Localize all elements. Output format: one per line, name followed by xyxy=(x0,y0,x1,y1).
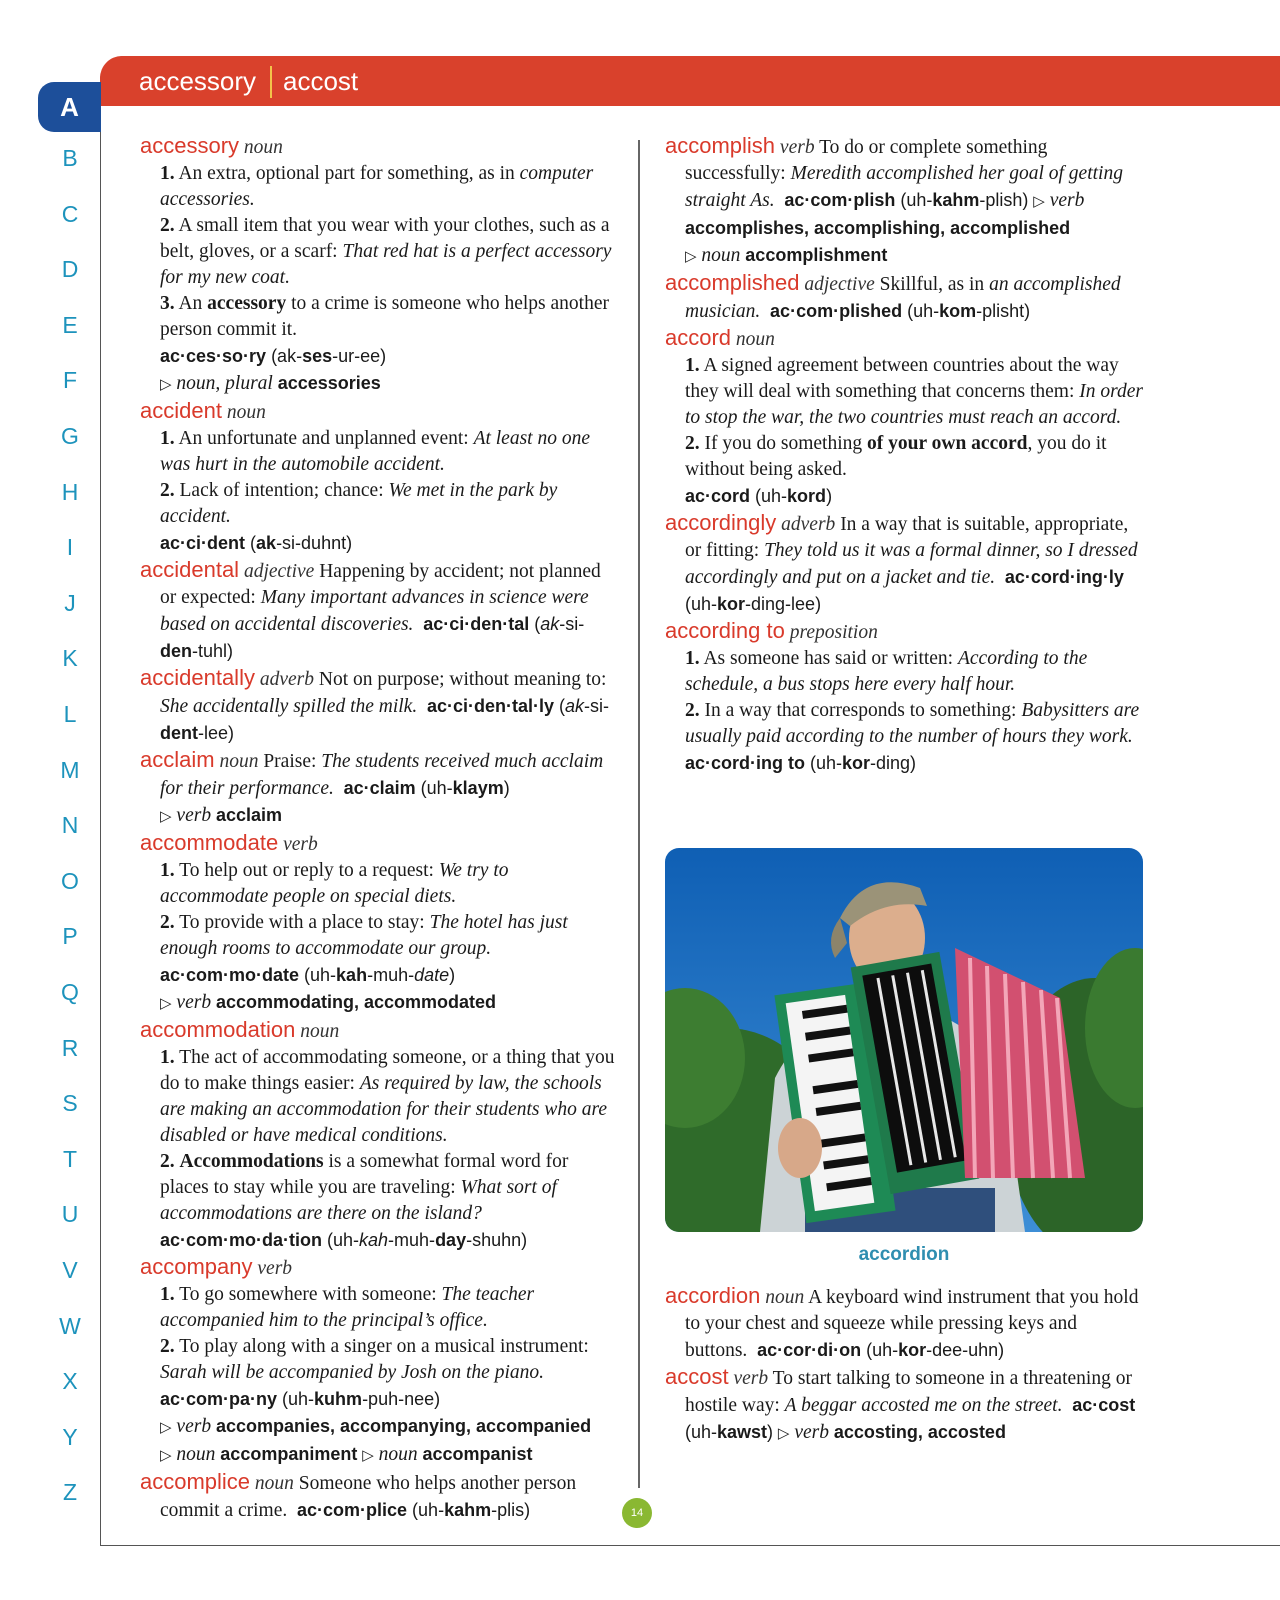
letter-tab-t[interactable]: T xyxy=(62,1145,78,1172)
inflection-label: verb xyxy=(176,992,212,1013)
pronunciation-part: -muh- xyxy=(388,1230,436,1250)
part-of-speech: preposition xyxy=(789,622,878,643)
pronunciation-part: -muh- xyxy=(367,965,415,985)
pronunciation-part: dent xyxy=(160,723,198,743)
pronunciation-part: kahm xyxy=(932,190,980,210)
definition: To provide with a place to stay: xyxy=(179,912,430,933)
pronunciation-part: -puh-nee) xyxy=(362,1389,441,1409)
sense-number: 1. xyxy=(160,860,175,881)
syllabification: ac·com·plished xyxy=(770,301,903,321)
definition: If you do something xyxy=(704,433,867,454)
letter-tab-j[interactable]: J xyxy=(64,589,76,616)
definition: is a somewhat formal word for places to stay while you are traveling: xyxy=(160,1151,569,1198)
pronunciation-part: -ur-ee) xyxy=(332,346,387,366)
pronunciation-part: (uh- xyxy=(299,965,337,985)
pronunciation-part: kord xyxy=(787,486,827,506)
pronunciation-part: kah xyxy=(336,965,368,985)
letter-tab-i[interactable]: I xyxy=(66,534,74,561)
syllabification: ac·cor·di·on xyxy=(757,1340,862,1360)
syllabification: ac·ci·dent xyxy=(160,533,246,553)
pronunciation xyxy=(902,301,1030,321)
pronunciation-part: (uh- xyxy=(861,1340,899,1360)
letter-tab-k[interactable]: K xyxy=(62,645,78,672)
headword: accomplished xyxy=(665,270,800,295)
triangle-icon: ▷ xyxy=(362,1448,374,1464)
definition: A signed agreement between countries about the way they will deal with something that concerns them: xyxy=(685,355,1119,402)
sense-number: 2. xyxy=(160,480,175,501)
header-bar xyxy=(100,56,1280,106)
pronunciation-part: ses xyxy=(302,346,333,366)
entry-accompany xyxy=(140,1254,620,1469)
syllabification: ac·ci·den·tal·ly xyxy=(426,696,554,716)
entry-accidentally xyxy=(140,665,620,747)
definition: To do or complete something successfully: xyxy=(685,137,1048,184)
definition: To start talking to someone in a threatening or hostile way: xyxy=(685,1368,1132,1416)
pronunciation-part: (uh- xyxy=(902,301,940,321)
left-column xyxy=(140,133,620,1524)
accordion-photo xyxy=(665,848,1143,1232)
inflection-label: verb xyxy=(176,805,212,826)
pronunciation-part: klaym xyxy=(452,778,504,798)
pronunciation-part: -shuhn) xyxy=(466,1230,528,1250)
letter-tab-m[interactable]: M xyxy=(60,756,80,783)
sense-number: 3. xyxy=(160,293,175,314)
part-of-speech: noun xyxy=(226,402,266,423)
inflection-form: accommodating, accommodated xyxy=(215,992,497,1012)
pronunciation-part: kahm xyxy=(444,1500,492,1520)
part-of-speech: verb xyxy=(779,137,815,158)
entry-accommodation xyxy=(140,1017,620,1254)
definition: An extra, optional part for something, as in xyxy=(178,163,520,184)
part-of-speech: verb xyxy=(257,1258,293,1279)
pronunciation-part: -plis) xyxy=(491,1500,531,1520)
example: As required by law, the schools are making an accommodation for their students who are disabled or have medical conditions. xyxy=(160,1073,608,1146)
entry-accessory xyxy=(140,133,620,398)
example: They told us it was a formal dinner, so I dressed accordingly and put on a jacket and tie. xyxy=(685,540,1138,588)
inflection-form: accompanist xyxy=(422,1444,533,1464)
letter-tab-f[interactable]: F xyxy=(62,367,78,394)
pronunciation xyxy=(277,1389,440,1409)
triangle-icon: ▷ xyxy=(685,249,697,265)
right-column-lower xyxy=(665,1283,1145,1447)
example: We try to accommodate people on special diets. xyxy=(160,860,509,907)
pronunciation-part: -si- xyxy=(584,696,610,716)
definition: The act of accommodating someone, or a thing that you do to make things easier: xyxy=(160,1047,615,1094)
syllabification: ac·com·mo·date xyxy=(160,965,300,985)
triangle-icon: ▷ xyxy=(160,996,172,1012)
pronunciation-part: (uh- xyxy=(895,190,933,210)
syllabification: ac·cost xyxy=(1072,1395,1136,1415)
letter-tab-u[interactable]: U xyxy=(61,1201,79,1228)
headword: accidentally xyxy=(140,665,255,690)
example: Babysitters are usually paid according to the number of hours they work. xyxy=(685,700,1140,747)
pronunciation-part: den xyxy=(160,641,193,661)
pronunciation-part: kor xyxy=(842,753,871,773)
part-of-speech: adjective xyxy=(243,561,315,582)
pronunciation-part: date xyxy=(414,965,450,985)
pronunciation-part: kor xyxy=(898,1340,927,1360)
entry-accost xyxy=(665,1364,1145,1447)
pronunciation xyxy=(407,1500,530,1520)
part-of-speech: verb xyxy=(283,834,318,855)
letter-tab-d[interactable]: D xyxy=(61,256,79,283)
inflection-label: noun xyxy=(701,245,741,266)
definition: To go somewhere with someone: xyxy=(179,1284,442,1305)
pronunciation-part: ak xyxy=(540,614,560,634)
entry-acclaim xyxy=(140,747,620,830)
headword: accompany xyxy=(140,1254,253,1279)
definition: to a crime is someone who helps another person commit it. xyxy=(160,293,609,340)
pronunciation-part: -si-duhnt) xyxy=(276,533,353,553)
example: The students received much acclaim for their performance. xyxy=(160,751,604,799)
example: That red hat is a perfect accessory for my new coat. xyxy=(160,241,612,288)
pronunciation-part: kuhm xyxy=(314,1389,363,1409)
sense-number: 1. xyxy=(160,428,175,449)
pronunciation-part: ak xyxy=(565,696,585,716)
pronunciation-part: kah xyxy=(359,1230,389,1250)
syllabification: ac·cord xyxy=(685,486,751,506)
inflection-form: accosting, accosted xyxy=(833,1422,1006,1442)
sense-number: 1. xyxy=(160,1047,175,1068)
figure-caption: accordion xyxy=(858,1244,950,1265)
headword: accident xyxy=(140,398,222,423)
letter-tab-n[interactable]: N xyxy=(61,812,79,839)
sense-number: 1. xyxy=(160,163,175,184)
entry-accordingly xyxy=(665,510,1145,618)
example: At least no one was hurt in the automobile accident. xyxy=(160,428,591,475)
sense-number: 2. xyxy=(685,433,700,454)
triangle-icon: ▷ xyxy=(160,1420,172,1436)
definition: A small item that you wear with your clothes, such as a belt, gloves, or a scarf: xyxy=(160,215,610,262)
headword: accomplice xyxy=(140,1469,251,1494)
guide-word-separator xyxy=(270,66,272,98)
definition: Skillful, as in xyxy=(879,274,990,295)
pronunciation xyxy=(299,965,455,985)
definition: An unfortunate and unplanned event: xyxy=(178,428,474,449)
example: Meredith accomplished her goal of getting straight As. xyxy=(685,163,1123,211)
part-of-speech: noun xyxy=(300,1021,340,1042)
part-of-speech: verb xyxy=(733,1368,769,1389)
pronunciation-part: -tuhl) xyxy=(192,641,234,661)
sense-number: 1. xyxy=(685,648,700,669)
right-column xyxy=(665,133,1145,777)
pronunciation xyxy=(685,594,821,614)
pronunciation-part: -plish) xyxy=(979,190,1029,210)
definition: In a way that is suitable, appropriate, or fitting: xyxy=(685,514,1129,561)
syllabification: ac·ci·den·tal xyxy=(423,614,530,634)
inflection-form: accessories xyxy=(277,373,381,393)
letter-tab-o[interactable]: O xyxy=(61,867,79,894)
part-of-speech: adverb xyxy=(781,514,836,535)
definition: A keyboard wind instrument that you hold to your chest and squeeze while pressing keys and buttons. xyxy=(685,1287,1139,1361)
syllabification: ac·cord·ing to xyxy=(685,753,805,773)
headword: accommodation xyxy=(140,1017,296,1042)
inflection-form: accomplishes, accomplishing, accomplished xyxy=(685,218,1071,238)
definition: As someone has said or written: xyxy=(703,648,958,669)
entry-accomplish xyxy=(665,133,1145,270)
sense-number: 2. xyxy=(160,1336,175,1357)
pronunciation-part: (uh- xyxy=(407,1500,445,1520)
example: Sarah will be accompanied by Josh on the piano. xyxy=(160,1362,544,1383)
definition: Praise: xyxy=(263,751,322,772)
headword: accommodate xyxy=(140,830,279,855)
inflection-label: noun, plural xyxy=(176,373,273,394)
letter-tab-l[interactable]: L xyxy=(63,701,77,727)
headword: accidental xyxy=(140,557,240,582)
pronunciation-part: -lee) xyxy=(198,723,235,743)
inflection-label: verb xyxy=(794,1422,829,1443)
part-of-speech: noun xyxy=(765,1287,805,1308)
pronunciation-part: kom xyxy=(939,301,977,321)
pronunciation-part: (uh- xyxy=(415,778,453,798)
syllabification: ac·cord·ing·ly xyxy=(1004,567,1124,587)
letter-tab-y[interactable]: Y xyxy=(62,1423,78,1450)
pronunciation-part: (uh- xyxy=(685,594,718,614)
triangle-icon: ▷ xyxy=(777,1426,790,1442)
sense-number: 1. xyxy=(160,1284,175,1305)
definition: Not on purpose; without meaning to: xyxy=(318,669,607,690)
inflection-label: noun xyxy=(176,1444,216,1465)
definition: An xyxy=(178,293,208,314)
syllabification: ac·com·plice xyxy=(297,1500,408,1520)
pronunciation xyxy=(750,486,832,506)
example: Many important advances in science were based on accidental discoveries. xyxy=(160,587,589,635)
sense-number: 2. xyxy=(160,1151,175,1172)
pronunciation-part: ( xyxy=(245,533,257,553)
pronunciation-part: (uh- xyxy=(805,753,843,773)
pronunciation-part: -plisht) xyxy=(976,301,1031,321)
pronunciation-part: kawst xyxy=(717,1422,768,1442)
example: According to the schedule, a bus stops here every half hour. xyxy=(685,648,1088,695)
inflection-label: noun xyxy=(378,1444,418,1465)
inflection-label: verb xyxy=(176,1416,212,1437)
pronunciation xyxy=(805,753,916,773)
inflection-label: verb xyxy=(1049,190,1085,211)
definition: Happening by accident; not planned or expected: xyxy=(160,561,601,608)
pronunciation-part: ) xyxy=(767,1422,774,1442)
letter-tab-z[interactable]: Z xyxy=(62,1479,78,1506)
headword: accomplish xyxy=(665,133,776,158)
pronunciation-part: ) xyxy=(826,486,833,506)
pronunciation xyxy=(245,533,352,553)
pronunciation-part: (ak- xyxy=(266,346,303,366)
syllabification: ac·claim xyxy=(343,778,416,798)
bold-term: accessory xyxy=(207,293,287,314)
letter-tab-c[interactable]: C xyxy=(61,200,79,227)
headword: accost xyxy=(665,1364,729,1389)
pronunciation-part: (uh- xyxy=(277,1389,315,1409)
sense-number: 2. xyxy=(160,912,175,933)
entry-according-to xyxy=(665,618,1145,777)
letter-tab-w[interactable]: W xyxy=(59,1312,81,1339)
definition: Someone who helps another person commit a crime. xyxy=(160,1473,577,1521)
pronunciation-part: ) xyxy=(503,778,510,798)
letter-tab-r[interactable]: R xyxy=(61,1034,79,1061)
pronunciation-part: -dee-uhn) xyxy=(926,1340,1005,1360)
pronunciation-part: ak xyxy=(256,533,277,553)
headword: accessory xyxy=(140,133,240,158)
syllabification: ac·com·pa·ny xyxy=(160,1389,278,1409)
headword: acclaim xyxy=(140,747,215,772)
entry-accommodate xyxy=(140,830,620,1017)
pronunciation-part: -ding) xyxy=(870,753,917,773)
example: What sort of accommodations are there on the island? xyxy=(160,1177,557,1224)
inflection-form: accompaniment xyxy=(220,1444,358,1464)
entry-accomplice xyxy=(140,1469,620,1524)
example: In order to stop the war, the two countries must reach an accord. xyxy=(685,381,1143,428)
pronunciation xyxy=(266,346,386,366)
syllabification: ac·ces·so·ry xyxy=(160,346,267,366)
pronunciation xyxy=(685,1422,773,1442)
pronunciation-part: ( xyxy=(554,696,565,716)
example: She accidentally spilled the milk. xyxy=(160,696,418,717)
pronunciation xyxy=(895,190,1028,210)
part-of-speech: adverb xyxy=(259,669,314,690)
sense-number: 2. xyxy=(160,215,175,236)
guide-word-last: accost xyxy=(283,66,359,96)
pronunciation-part: (uh- xyxy=(750,486,788,506)
entry-accidental xyxy=(140,557,620,665)
headword: accordion xyxy=(665,1283,761,1308)
pronunciation xyxy=(861,1340,1004,1360)
inflection-form: accomplishment xyxy=(745,245,888,265)
part-of-speech: noun xyxy=(254,1473,294,1494)
headword: accordingly xyxy=(665,510,777,535)
bold-term: Accommodations xyxy=(179,1151,324,1172)
example: We met in the park by accident. xyxy=(160,480,558,527)
triangle-icon: ▷ xyxy=(160,809,172,825)
sense-number: 2. xyxy=(685,700,700,721)
definition: In a way that corresponds to something: xyxy=(704,700,1022,721)
letter-tab-x[interactable]: X xyxy=(62,1368,78,1395)
letter-tab-q[interactable]: Q xyxy=(61,979,79,1005)
entry-accomplished xyxy=(665,270,1145,325)
letter-tab-p[interactable]: P xyxy=(62,923,78,950)
definition: , you do it without being asked. xyxy=(685,433,1107,480)
pronunciation-part: (uh- xyxy=(685,1422,718,1442)
triangle-icon: ▷ xyxy=(160,1448,172,1464)
inflection-form: acclaim xyxy=(215,805,283,825)
letter-tab-v[interactable]: V xyxy=(62,1257,78,1283)
headword: according to xyxy=(665,618,785,643)
part-of-speech: noun xyxy=(243,137,283,158)
page-number-badge: 14 xyxy=(622,1498,652,1528)
letter-tab-s[interactable]: S xyxy=(62,1090,78,1117)
headword: accord xyxy=(665,325,732,350)
definition: Lack of intention; chance: xyxy=(179,480,389,501)
part-of-speech: noun xyxy=(219,751,259,772)
sense-number: 1. xyxy=(685,355,700,376)
pronunciation-part: kor xyxy=(717,594,746,614)
pronunciation-part: day xyxy=(435,1230,467,1250)
pronunciation xyxy=(322,1230,527,1250)
definition: To help out or reply to a request: xyxy=(179,860,439,881)
pronunciation-part: ( xyxy=(529,614,541,634)
syllabification: ac·com·mo·da·tion xyxy=(160,1230,322,1250)
definition: To play along with a singer on a musical instrument: xyxy=(179,1336,589,1357)
letter-tab-b[interactable]: B xyxy=(62,145,78,171)
example: A beggar accosted me on the street. xyxy=(784,1395,1063,1416)
column-divider xyxy=(638,140,640,1488)
letter-tab-h[interactable]: H xyxy=(61,478,79,505)
part-of-speech: noun xyxy=(735,329,775,350)
example: computer accessories. xyxy=(160,163,594,210)
example: an accomplished musician. xyxy=(685,274,1121,322)
bold-term: of your own accord xyxy=(866,433,1028,454)
active-letter-tab[interactable]: A xyxy=(38,82,101,132)
triangle-icon: ▷ xyxy=(1033,194,1045,210)
letter-tab-g[interactable]: G xyxy=(61,423,79,449)
pronunciation-part: -si- xyxy=(559,614,585,634)
letter-tab-e[interactable]: E xyxy=(62,311,78,338)
guide-word-first: accessory xyxy=(139,66,257,96)
triangle-icon: ▷ xyxy=(160,377,172,393)
pronunciation-part: -ding-lee) xyxy=(745,594,822,614)
inflection-form: accompanies, accompanying, accompanied xyxy=(215,1416,592,1436)
example: The hotel has just enough rooms to accommodate our group. xyxy=(160,912,568,959)
entry-accordion xyxy=(665,1283,1145,1364)
pronunciation xyxy=(416,778,510,798)
example: The teacher accompanied him to the principal’s office. xyxy=(160,1284,535,1331)
syllabification: ac·com·plish xyxy=(784,190,896,210)
entry-accord xyxy=(665,325,1145,510)
entry-accident xyxy=(140,398,620,557)
pronunciation-part: ) xyxy=(449,965,456,985)
pronunciation-part: (uh- xyxy=(322,1230,360,1250)
part-of-speech: adjective xyxy=(804,274,875,295)
